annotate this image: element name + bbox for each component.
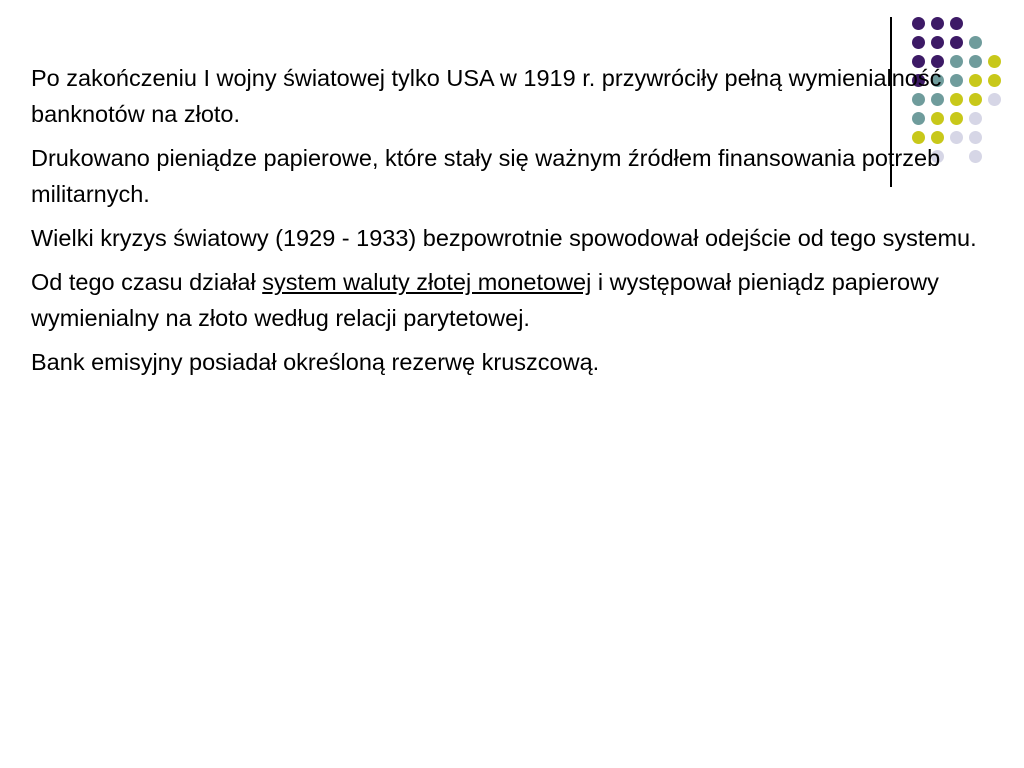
gold-coin-standard-link[interactable]: system waluty złotej monetowej bbox=[262, 269, 592, 295]
paragraph-4-after: i występował pieniądz papierowy wymienialny na złoto według relacji parytetowej. bbox=[31, 269, 939, 331]
paragraph-1: Po zakończeniu I wojny światowej tylko USA w 1919 r. przywróciły pełną wymienialność banknotów na złoto. bbox=[31, 65, 942, 127]
dot-purple bbox=[912, 17, 925, 30]
dot-teal bbox=[969, 36, 982, 49]
dot-purple bbox=[931, 36, 944, 49]
paragraph-4-before: Od tego czasu działał bbox=[31, 269, 263, 295]
paragraph-2: Drukowano pieniądze papierowe, które stały się ważnym źródłem finansowania potrzeb militarnych. bbox=[31, 145, 941, 207]
dot-purple bbox=[912, 36, 925, 49]
dot-purple bbox=[931, 17, 944, 30]
dot-purple bbox=[950, 17, 963, 30]
slide-body bbox=[31, 60, 1006, 388]
dot-purple bbox=[950, 36, 963, 49]
paragraph-4 bbox=[31, 264, 1006, 336]
paragraph-5: Bank emisyjny posiadał określoną rezerwę kruszcową. bbox=[31, 349, 600, 375]
paragraph-3: Wielki kryzys światowy (1929 - 1933) bezpowrotnie spowodował odejście od tego systemu. bbox=[31, 225, 977, 251]
